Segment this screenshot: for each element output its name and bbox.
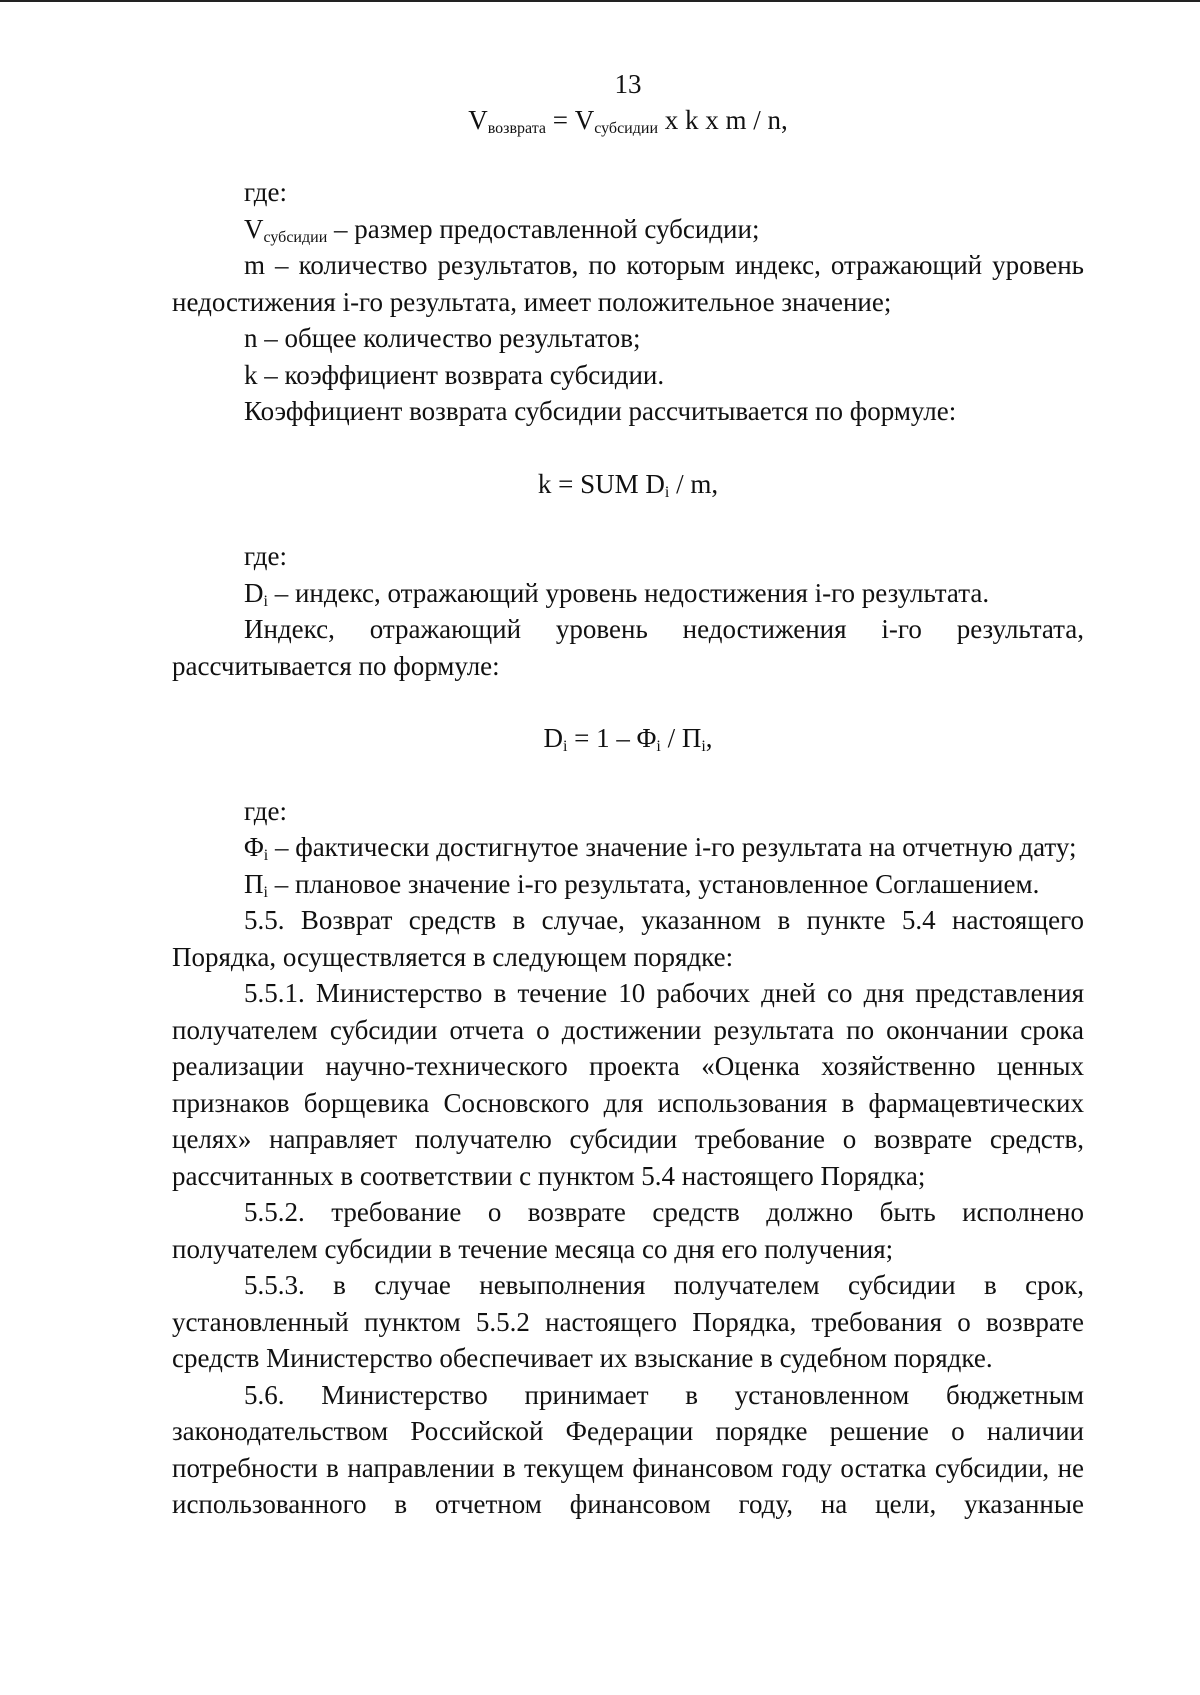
definition-d: $D_i$ – индекс, отражающий уровень недостижения i-го результата. (244, 577, 990, 610)
clause-5-5-3: 5.5.3. в случае невыполнения получателем субсидии в срок, установленный пунктом 5.5.2 настоящего Порядка, требования о возврате средств Министерство обеспечивает их взыскание в судебном порядке. (172, 1270, 1084, 1373)
definition-phi: $\Phi_i$ – фактически достигнутое значение i-го результата на отчетную дату; (244, 832, 1077, 864)
page-number: 13 (614, 69, 642, 99)
index-intro: Индекс, отражающий уровень недостижения i-го результата, рассчитывается по формуле: (172, 614, 1084, 681)
spacer (172, 430, 1084, 466)
where-label: где: (244, 795, 287, 826)
formula-index: $D_i = 1 - \Phi_i / П_i$, (543, 723, 713, 755)
top-border (0, 0, 1200, 2)
formula-coefficient: k = SUM $D_i$ / m, (537, 468, 719, 501)
spacer (172, 502, 1084, 538)
definition-n: n – общее количество результатов; (244, 323, 641, 353)
definition-p: $П_i$ – плановое значение i-го результата, установленное Соглашением. (244, 868, 1040, 901)
spacer (172, 684, 1084, 720)
where-label: где: (244, 177, 287, 207)
definition-m: m – количество результатов, по которым индекс, отражающий уровень недостижения i-го результата, имеет положительное значение; (172, 250, 1084, 317)
formula-return-volume: $V_{возврата} = V_{субсидии}$ x k x m / n, (468, 105, 788, 137)
coefficient-intro: Коэффициент возврата субсидии рассчитывается по формуле: (244, 396, 957, 426)
clause-5-5-2: 5.5.2. требование о возврате средств должно быть исполнено получателем субсидии в течение месяца со дня его получения; (172, 1197, 1084, 1264)
where-label: где: (244, 541, 287, 571)
definition-v-subsidy: $V_{субсидии}$ – размер предоставленной субсидии; (244, 213, 760, 246)
definition-k: k – коэффициент возврата субсидии. (244, 359, 665, 390)
clause-5-5: 5.5. Возврат средств в случае, указанном в пункте 5.4 настоящего Порядка, осуществляется в следующем порядке: (172, 905, 1084, 972)
clause-5-5-1: 5.5.1. Министерство в течение 10 рабочих дней со дня представления получателем субсидии отчета о достижении результата по окончании срока реализации научно-технического проекта «Оценка хозяйственно ценных признаков борщевика Сосновского для использования в фармацевтических целях» направляет получателю субсидии требование о возврате средств, рассчитанных в соответствии с пунктом 5.4 настоящего Порядка; (172, 978, 1084, 1191)
page-body (172, 66, 1084, 1523)
spacer (172, 757, 1084, 793)
clause-5-6: 5.6. Министерство принимает в установленном бюджетным законодательством Российской Федерации порядке решение о наличии потребности в направлении в текущем финансовом году остатка субсидии, не использованного в отчетном финансовом году, на цели, указанные (172, 1379, 1084, 1519)
spacer (172, 138, 1084, 174)
